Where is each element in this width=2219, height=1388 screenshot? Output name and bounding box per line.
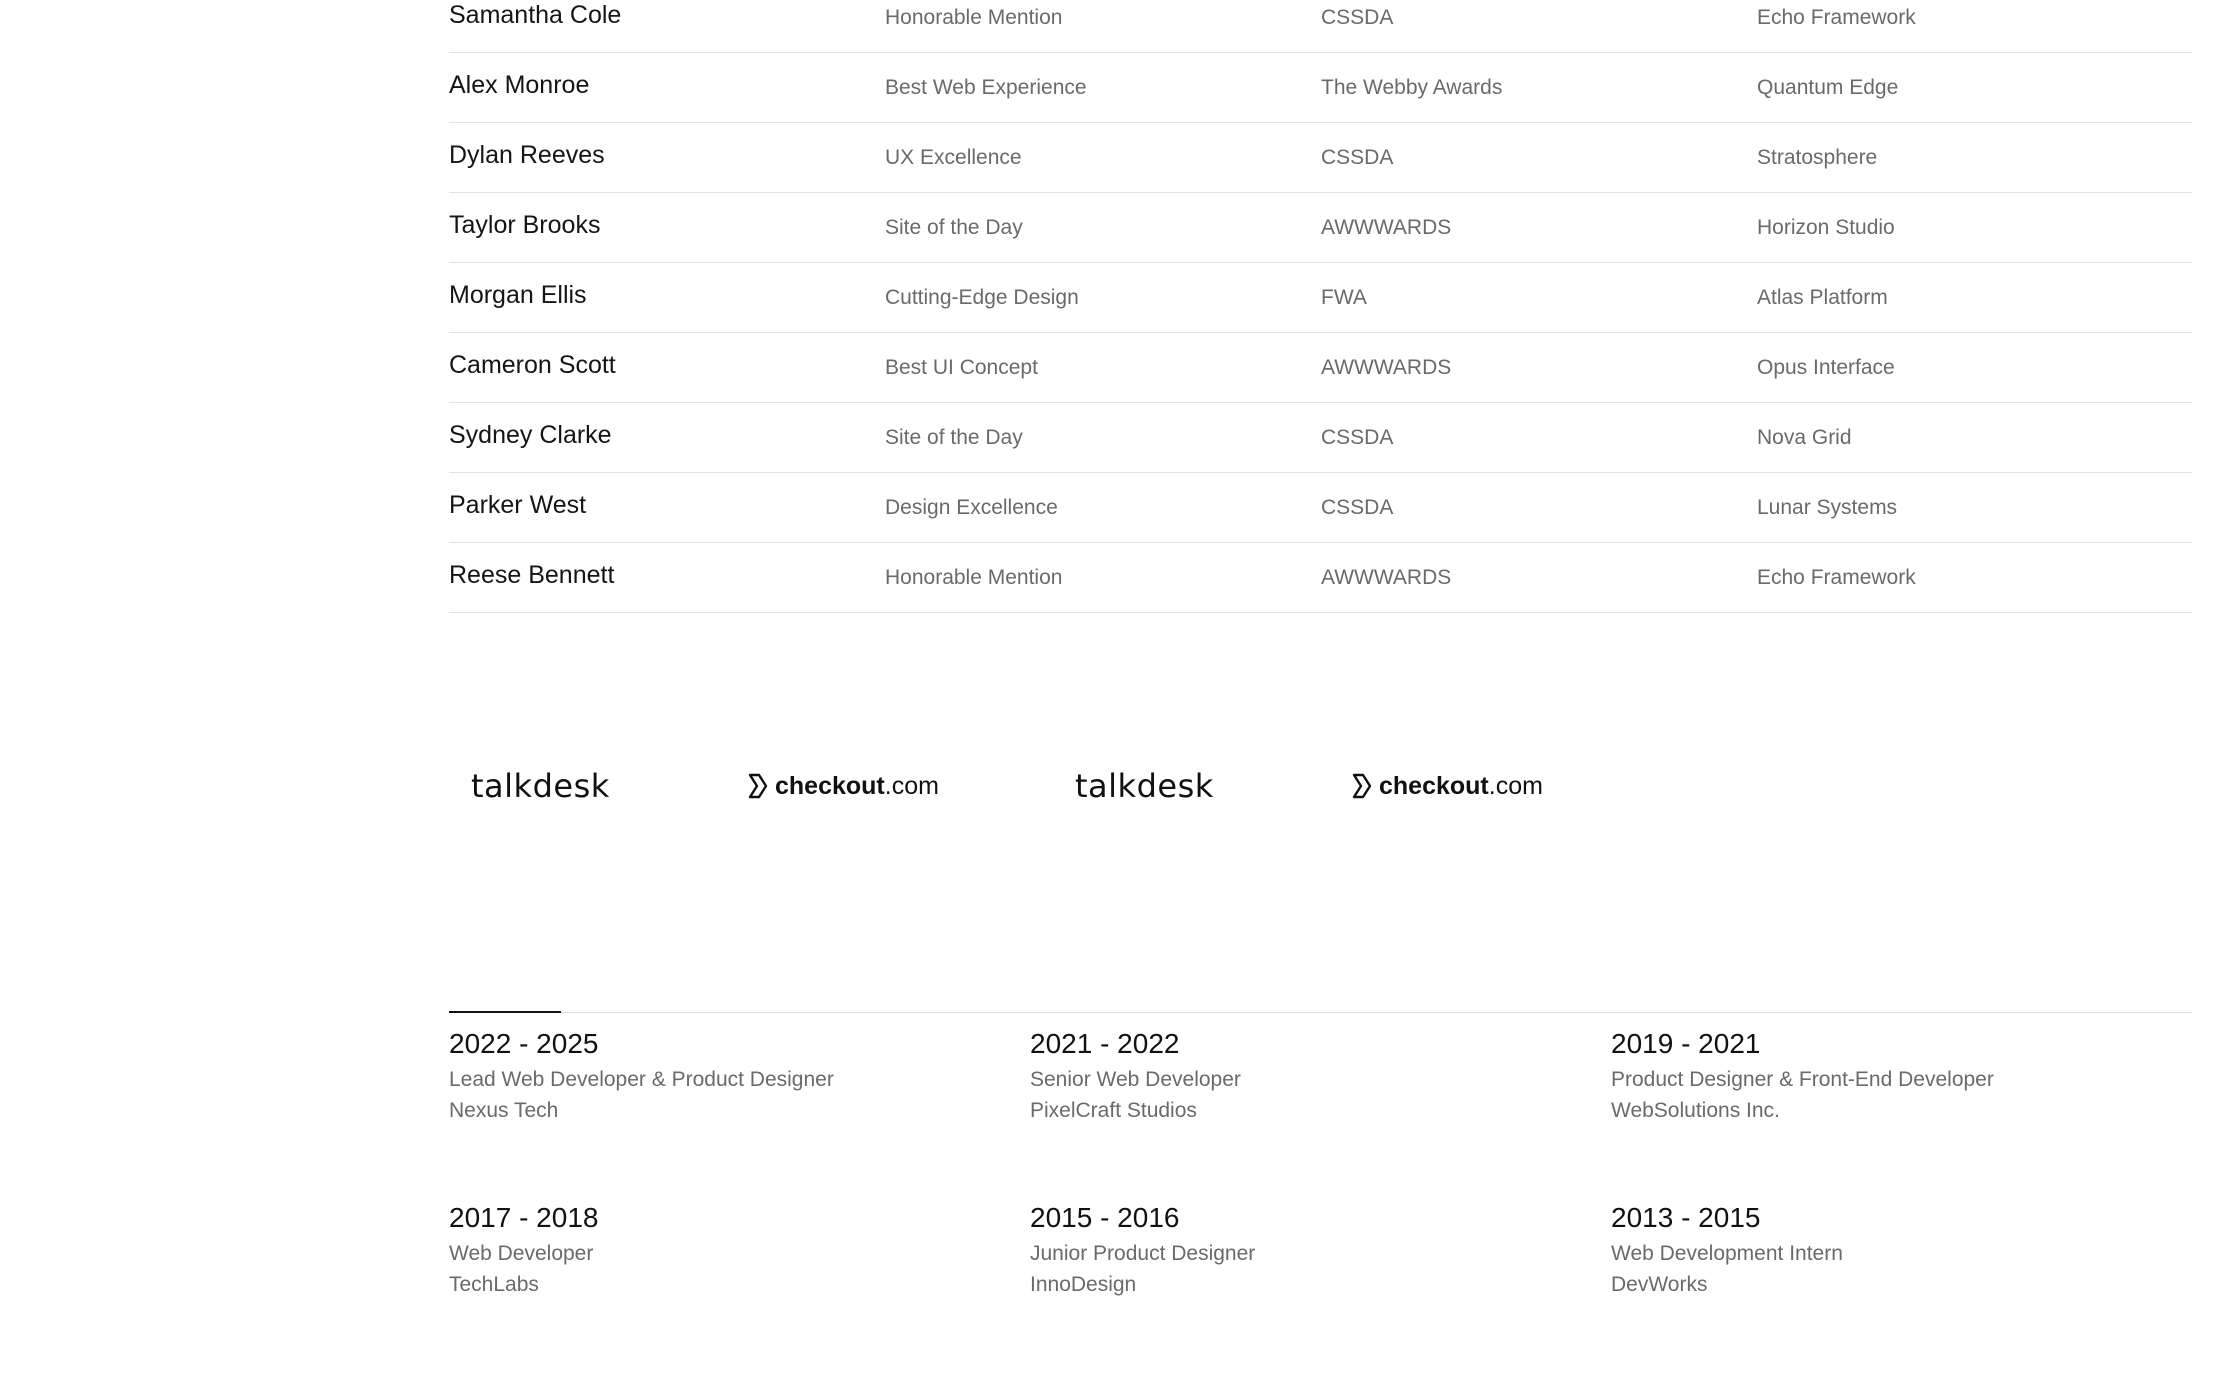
table-row: [449, 263, 2192, 333]
award-recipient: Cameron Scott: [449, 351, 616, 379]
award-project: Stratosphere: [1757, 146, 1878, 169]
award-organization: CSSDA: [1321, 496, 1394, 519]
experience-years: 2019 - 2021: [1611, 1028, 1761, 1059]
award-recipient: Taylor Brooks: [449, 211, 601, 239]
checkout-logo[interactable]: [1351, 756, 1543, 816]
award-organization: AWWWARDS: [1321, 216, 1452, 239]
experience-years: 2013 - 2015: [1611, 1202, 1761, 1233]
talkdesk-logo[interactable]: [1075, 756, 1214, 816]
award-recipient: Dylan Reeves: [449, 141, 605, 169]
checkout-logo[interactable]: [747, 756, 939, 816]
award-title: Site of the Day: [885, 216, 1023, 239]
award-organization: CSSDA: [1321, 426, 1394, 449]
experience-progress-indicator: [449, 1011, 561, 1013]
award-recipient: Sydney Clarke: [449, 421, 612, 449]
award-title: Cutting-Edge Design: [885, 286, 1079, 309]
experience-role: Junior Product Designer: [1030, 1242, 1256, 1265]
award-organization: CSSDA: [1321, 146, 1394, 169]
experience-item: [1030, 1024, 1590, 1126]
talkdesk-wordmark: talkdesk: [471, 767, 610, 805]
award-project: Lunar Systems: [1757, 496, 1898, 519]
experience-role: Web Developer: [449, 1242, 594, 1265]
table-row: [449, 0, 2192, 53]
award-organization: AWWWARDS: [1321, 356, 1452, 379]
experience-company: Nexus Tech: [449, 1099, 559, 1122]
talkdesk-wordmark: talkdesk: [1075, 767, 1214, 805]
award-recipient: Samantha Cole: [449, 1, 622, 29]
award-project: Echo Framework: [1757, 566, 1916, 589]
experience-role: Product Designer & Front-End Developer: [1611, 1068, 1994, 1091]
award-organization: CSSDA: [1321, 6, 1394, 29]
experience-years: 2021 - 2022: [1030, 1028, 1180, 1059]
award-organization: FWA: [1321, 286, 1367, 309]
award-title: Honorable Mention: [885, 6, 1063, 29]
awards-table: [449, 0, 2192, 613]
experience-item: [1611, 1024, 2171, 1126]
award-recipient: Reese Bennett: [449, 561, 615, 589]
table-row: [449, 123, 2192, 193]
experience-company: WebSolutions Inc.: [1611, 1099, 1780, 1122]
experience-item: [449, 1024, 1009, 1126]
client-logos: [449, 756, 1649, 816]
table-row: [449, 403, 2192, 473]
award-title: UX Excellence: [885, 146, 1022, 169]
award-title: Best UI Concept: [885, 356, 1038, 379]
checkout-mark-icon: [747, 773, 769, 799]
experience-years: 2015 - 2016: [1030, 1202, 1180, 1233]
checkout-wordmark: checkout: [1379, 771, 1489, 800]
award-title: Design Excellence: [885, 496, 1058, 519]
award-title: Honorable Mention: [885, 566, 1063, 589]
experience-company: PixelCraft Studios: [1030, 1099, 1197, 1122]
checkout-domain: .com: [1488, 771, 1543, 800]
experience-company: DevWorks: [1611, 1273, 1708, 1296]
experience-item: [449, 1198, 1009, 1300]
experience-years: 2017 - 2018: [449, 1202, 599, 1233]
experience-item: [1030, 1198, 1590, 1300]
talkdesk-logo[interactable]: [471, 756, 610, 816]
award-recipient: Morgan Ellis: [449, 281, 587, 309]
experience-role: Lead Web Developer & Product Designer: [449, 1068, 834, 1091]
award-project: Opus Interface: [1757, 356, 1895, 379]
experience-company: InnoDesign: [1030, 1273, 1137, 1296]
award-project: Quantum Edge: [1757, 76, 1899, 99]
table-row: [449, 193, 2192, 263]
award-title: Best Web Experience: [885, 76, 1087, 99]
award-title: Site of the Day: [885, 426, 1023, 449]
award-project: Nova Grid: [1757, 426, 1852, 449]
award-organization: AWWWARDS: [1321, 566, 1452, 589]
award-recipient: Alex Monroe: [449, 71, 590, 99]
checkout-wordmark: checkout: [775, 771, 885, 800]
checkout-mark-icon: [1351, 773, 1373, 799]
award-organization: The Webby Awards: [1321, 76, 1503, 99]
award-project: Echo Framework: [1757, 6, 1916, 29]
award-recipient: Parker West: [449, 491, 587, 519]
table-row: [449, 53, 2192, 123]
table-row: [449, 333, 2192, 403]
award-project: Atlas Platform: [1757, 286, 1888, 309]
table-row: [449, 473, 2192, 543]
experience-role: Web Development Intern: [1611, 1242, 1843, 1265]
checkout-domain: .com: [884, 771, 939, 800]
table-row: [449, 543, 2192, 613]
award-project: Horizon Studio: [1757, 216, 1895, 239]
experience-item: [1611, 1198, 2171, 1300]
experience-company: TechLabs: [449, 1273, 539, 1296]
experience-years: 2022 - 2025: [449, 1028, 599, 1059]
experience-role: Senior Web Developer: [1030, 1068, 1241, 1091]
experience-divider: [449, 1012, 2192, 1013]
